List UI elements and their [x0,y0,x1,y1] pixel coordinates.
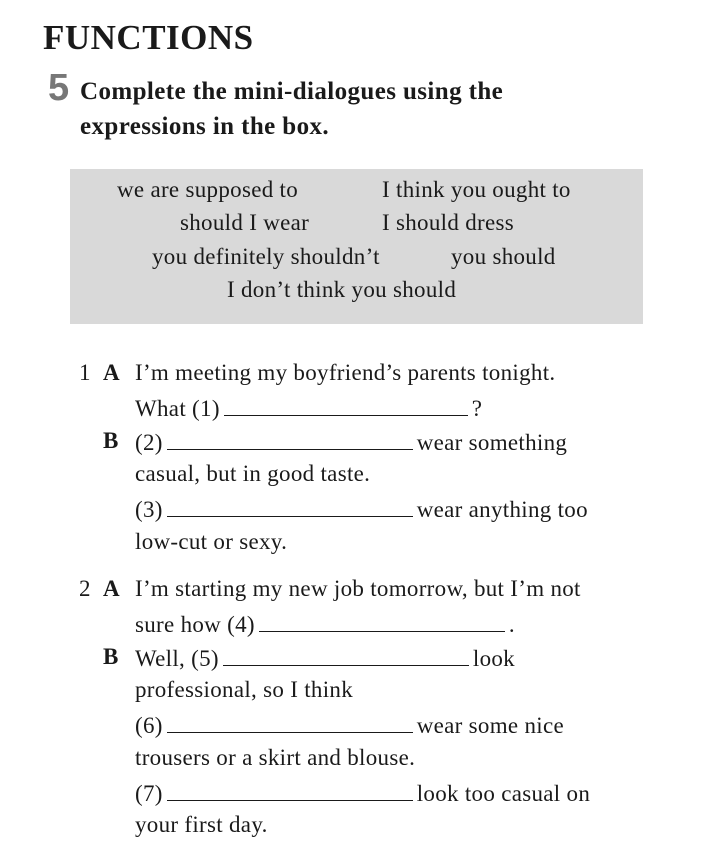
dialogue-1-b-line-3 [135,494,588,524]
dialogue-2-a-line-2-text: sure how (4) [135,612,255,637]
dialogue-2-b-line-6: your first day. [135,812,268,837]
dialogue-1-a-line-2 [135,393,482,423]
dialogue-2-b-line-3-num: (6) [135,713,163,738]
exercise-number: 5 [48,67,70,109]
box-expression-6: you should [451,244,556,269]
dialogue-2-b-line-5 [135,778,590,808]
box-expression-4: I should dress [382,210,514,235]
dialogue-1-a-line-1: I’m meeting my boyfriend’s parents tonight. [135,360,556,385]
dialogue-1-b-line-3-num: (3) [135,497,163,522]
answer-blank-1[interactable] [224,393,468,416]
dialogue-1-speaker-b: B [103,428,119,453]
dialogue-2-b-line-4: trousers or a skirt and blouse. [135,745,416,770]
expression-box [70,169,643,324]
dialogue-2-b-line-1-text: Well, (5) [135,646,219,671]
box-expression-7: I don’t think you should [227,277,457,302]
dialogue-2-a-line-2-end: . [508,612,515,637]
box-expression-5: you definitely shouldn’t [152,244,380,269]
answer-blank-7[interactable] [167,778,413,801]
answer-blank-5[interactable] [223,643,469,666]
dialogue-2-b-line-1-end: look [472,646,515,671]
dialogue-2-a-line-1: I’m starting my new job tomorrow, but I’m not [135,576,581,601]
answer-blank-6[interactable] [167,710,413,733]
dialogue-2-speaker-b: B [103,644,119,669]
box-expression-2: I think you ought to [382,177,571,202]
dialogue-1-b-line-1 [135,427,567,457]
answer-blank-2[interactable] [167,427,413,450]
dialogue-2-speaker-a: A [103,576,120,601]
dialogue-1-number: 1 [79,360,91,385]
dialogue-1-b-line-2: casual, but in good taste. [135,461,371,486]
dialogue-1-a-line-2-end: ? [471,396,483,421]
dialogue-1-b-line-1-num: (2) [135,430,163,455]
box-expression-1: we are supposed to [117,177,299,202]
exercise-instruction [80,74,600,144]
box-expression-3: should I wear [180,210,310,235]
instruction-line-1: Complete the mini-dialogues using the [80,78,504,105]
dialogue-2-b-line-3 [135,710,564,740]
dialogue-1-b-line-4: low-cut or sexy. [135,529,288,554]
instruction-line-2: expressions in the box. [80,113,330,140]
dialogue-1-b-line-1-text: wear something [416,430,568,455]
dialogue-2-number: 2 [79,576,91,601]
dialogue-2-b-line-3-text: wear some nice [416,713,564,738]
answer-blank-4[interactable] [259,609,505,632]
dialogue-2-b-line-5-num: (7) [135,781,163,806]
dialogue-1-b-line-3-text: wear anything too [416,497,588,522]
dialogue-2-b-line-5-text: look too casual on [416,781,591,806]
dialogue-1-a-line-2-text: What (1) [135,396,220,421]
dialogue-2-b-line-1 [135,643,515,673]
dialogue-2-b-line-2: professional, so I think [135,677,354,702]
section-title: FUNCTIONS [43,18,254,57]
answer-blank-3[interactable] [167,494,413,517]
dialogue-1-speaker-a: A [103,360,120,385]
dialogue-2-a-line-2 [135,609,515,639]
